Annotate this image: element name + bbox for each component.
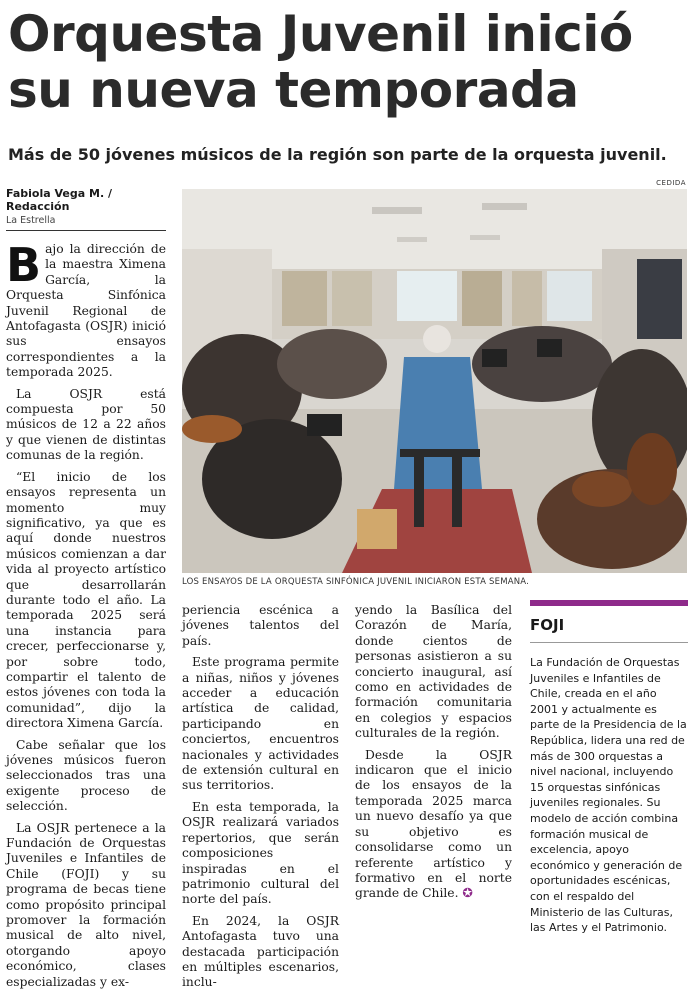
orchestra-photo: [182, 189, 687, 573]
paragraph: La OSJR pertenece a la Fundación de Orquestas Juveniles e Infantiles de Chile (FOJI) y su programa de becas tiene como propósito principal promover la formación musical de alto nivel, otorgando apoyo económico, clases especializadas y ex-: [6, 820, 166, 989]
article-column-1: [6, 238, 166, 990]
sidebar-title: FOJI: [530, 616, 688, 643]
paragraph: “El inicio de los ensayos representa un momento muy significativo, ya que es aquí donde nuestros músicos comienzan a dar vida al proyecto artístico que desarrollarán durante todo el año. La temporada 2025 será una instancia para crecer, perfeccionarse y, por sobre todo, compartir el talento de estos jóvenes con toda la comunidad”, dijo la directora Ximena García.: [6, 469, 166, 731]
paragraph: En esta temporada, la OSJR realizará variados repertorios, que serán composiciones inspiradas en el patrimonio cultural del norte del país.: [182, 799, 339, 907]
author: Fabiola Vega M. / Redacción: [6, 187, 112, 213]
photo-caption: LOS ENSAYOS DE LA ORQUESTA SINFÓNICA JUVENIL INICIARON ESTA SEMANA.: [182, 577, 530, 587]
paragraph: yendo la Basílica del Corazón de María, donde cientos de personas asistieron a su concierto inaugural, así como en actividades de formación comunitaria en colegios y espacios culturales de la región.: [355, 603, 512, 741]
paragraph: Bajo la dirección de la maestra Ximena García, la Orquesta Sinfónica Juvenil Regional de Antofagasta (OSJR) inició sus ensayos correspondientes a la temporada 2025.: [6, 238, 166, 380]
paragraph: La OSJR está compuesta por 50 músicos de 12 a 22 años y que vienen de distintas comunas de la región.: [6, 386, 166, 463]
paragraph: periencia escénica a jóvenes talentos del país.: [182, 603, 339, 648]
end-mark-icon: ✪: [462, 886, 473, 901]
byline: [6, 187, 166, 231]
dropcap: B: [6, 238, 42, 292]
paragraph: Este programa permite a niñas, niños y jóvenes acceder a educación artística de calidad, participando en conciertos, encuentros nacionales y actividades de extensión cultural en sus territorios.: [182, 655, 339, 793]
paragraph: Desde la OSJR indicaron que el inicio de los ensayos de la temporada 2025 marca un nuevo desafío ya que su objetivo es consolidarse como un referente artístico y formativo en el norte grande de Chile. ✪: [355, 747, 512, 901]
paragraph: En 2024, la OSJR Antofagasta tuvo una destacada participación en múltiples escenarios, inclu-: [182, 913, 339, 990]
headline: [8, 6, 688, 118]
source: La Estrella: [6, 215, 166, 231]
subheadline: Más de 50 jóvenes músicos de la región son parte de la orquesta juvenil.: [8, 145, 667, 164]
photo-credit: CEDIDA: [656, 179, 686, 187]
sidebar-box: [530, 600, 688, 936]
article-column-2: [182, 603, 339, 991]
headline-line-2: su nueva temporada: [8, 61, 579, 119]
sidebar-text: La Fundación de Orquestas Juveniles e Infantiles de Chile, creada en el año 2001 y actualmente es parte de la Presidencia de la República, lidera una red de más de 300 orquestas a nivel nacional, incluyendo 15 orquestas sinfónicas juveniles regionales. Su modelo de acción combina formación musical de excelencia, apoyo económico y generación de oportunidades escénicas, con el respaldo del Ministerio de las Culturas, las Artes y el Patrimonio.: [530, 656, 687, 935]
paragraph: Cabe señalar que los jóvenes músicos fueron seleccionados tras una exigente proceso de selección.: [6, 737, 166, 814]
headline-line-1: Orquesta Juvenil inició: [8, 5, 633, 63]
article-column-3: [355, 603, 512, 902]
sidebar-accent-bar: [530, 600, 688, 606]
